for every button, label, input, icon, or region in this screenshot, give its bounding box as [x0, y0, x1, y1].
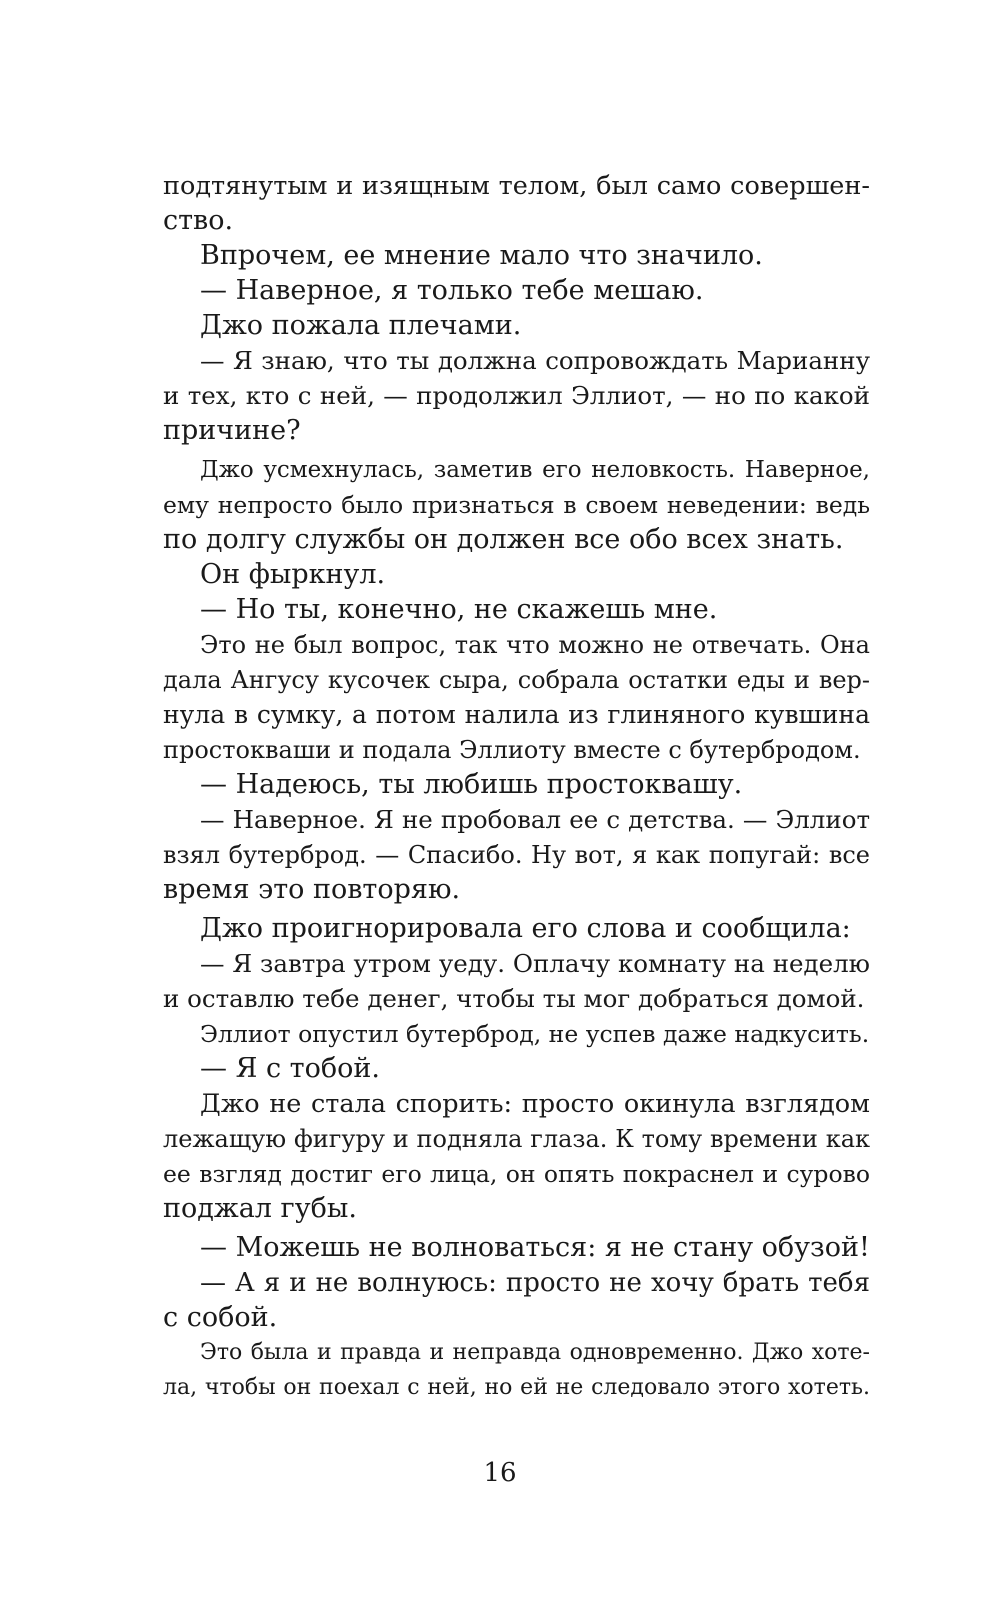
text-line: — Можешь не волноваться: я не стану обузой! [200, 1232, 870, 1263]
text-line: ее взгляд достиг его лица, он опять покраснел и сурово [163, 1160, 870, 1188]
text-line: Впрочем, ее мнение мало что значило. [200, 240, 763, 271]
text-line: — Надеюсь, ты любишь простоквашу. [200, 769, 743, 800]
text-line: — Я с тобой. [200, 1053, 380, 1084]
text-line: простокваши и подала Эллиоту вместе с бутербродом. [163, 736, 861, 764]
text-line: нула в сумку, а потом налила из глиняного кувшина [163, 700, 870, 729]
text-line: лежащую фигуру и подняла глаза. К тому времени как [163, 1125, 870, 1153]
text-line: Джо не стала спорить: просто окинула взглядом [200, 1089, 870, 1119]
text-line: подтянутым и изящным телом, был само совершен- [163, 171, 870, 201]
text-line: дала Ангусу кусочек сыра, собрала остатки еды и вер- [163, 666, 870, 694]
text-line: — Но ты, конечно, не скажешь мне. [200, 594, 718, 625]
text-line: Это не был вопрос, так что можно не отвечать. Она [200, 631, 870, 659]
text-line: Джо пожала плечами. [200, 310, 522, 341]
text-line: — Наверное. Я не пробовал ее с детства. — Эллиот [200, 805, 870, 834]
text-line: ство. [163, 205, 234, 236]
page-number: 16 [483, 1458, 517, 1488]
text-line: причине? [163, 415, 301, 446]
text-line: и оставлю тебе денег, чтобы ты мог добраться домой. [163, 984, 865, 1013]
text-line: с собой. [163, 1302, 278, 1333]
text-line: — Я знаю, что ты должна сопровождать Марианну [200, 346, 870, 375]
text-line: время это повторяю. [163, 874, 461, 905]
text-line: — Наверное, я только тебе мешаю. [200, 275, 704, 306]
text-line: Джо проигнорировала его слова и сообщила: [200, 913, 851, 944]
text-line: Он фыркнул. [200, 559, 386, 590]
text-line: Джо усмехнулась, заметив его неловкость. Наверное, [200, 457, 870, 483]
text-line: ему непросто было признаться в своем неведении: ведь [163, 491, 870, 519]
text-line: ла, чтобы он поехал с ней, но ей не следовало этого хотеть. [163, 1375, 870, 1400]
text-line: Это была и правда и неправда одновременно. Джо хоте- [200, 1340, 870, 1365]
text-line: — Я завтра утром уеду. Оплачу комнату на неделю [200, 949, 870, 978]
text-line: поджал губы. [163, 1193, 357, 1224]
text-line: по долгу службы он должен все обо всех знать. [163, 524, 844, 555]
text-line: — А я и не волнуюсь: просто не хочу брать тебя [200, 1268, 870, 1298]
text-line: и тех, кто с ней, — продолжил Эллиот, — но по какой [163, 381, 870, 410]
text-line: Эллиот опустил бутерброд, не успев даже надкусить. [200, 1020, 870, 1048]
text-line: взял бутерброд. — Спасибо. Ну вот, я как попугай: все [163, 841, 870, 869]
